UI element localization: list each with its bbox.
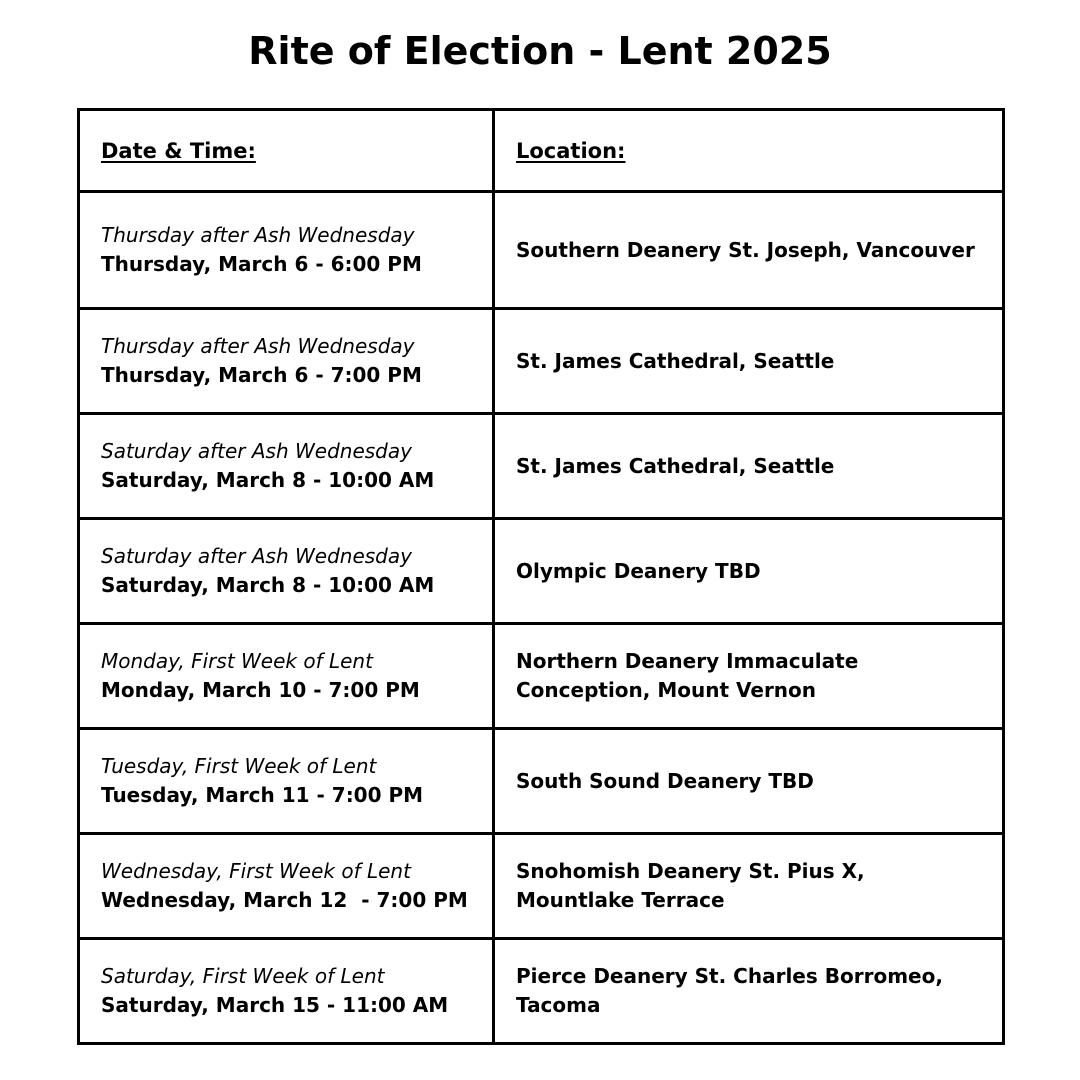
date-cell <box>79 834 494 939</box>
location-cell <box>494 624 1004 729</box>
occasion-text: Saturday after Ash Wednesday <box>101 544 412 568</box>
datetime-text: Monday, March 10 - 7:00 PM <box>101 678 420 702</box>
datetime-text: Tuesday, March 11 - 7:00 PM <box>101 783 424 807</box>
date-cell <box>79 414 494 519</box>
occasion-text: Thursday after Ash Wednesday <box>101 334 415 358</box>
location-text: St. James Cathedral, Seattle <box>516 453 835 478</box>
occasion-text: Saturday, First Week of Lent <box>101 964 385 988</box>
location-text: Olympic Deanery TBD <box>516 558 761 583</box>
location-text: St. James Cathedral, Seattle <box>516 348 835 373</box>
table-row <box>79 414 1004 519</box>
location-text: Snohomish Deanery St. Pius X, Mountlake Terrace <box>516 859 865 912</box>
occasion-text: Wednesday, First Week of Lent <box>101 859 411 883</box>
location-cell <box>494 309 1004 414</box>
datetime-text: Saturday, March 15 - 11:00 AM <box>101 993 449 1017</box>
table-row <box>79 192 1004 309</box>
table-row <box>79 309 1004 414</box>
date-time-header: Date & Time: <box>79 110 494 192</box>
location-cell <box>494 939 1004 1044</box>
table-header-row <box>79 110 1004 192</box>
date-cell <box>79 309 494 414</box>
datetime-text: Thursday, March 6 - 7:00 PM <box>101 363 422 387</box>
location-text: Pierce Deanery St. Charles Borromeo, Tacoma <box>516 964 943 1017</box>
location-text: Northern Deanery Immaculate Conception, Mount Vernon <box>516 649 859 702</box>
location-text: South Sound Deanery TBD <box>516 768 814 793</box>
location-cell <box>494 192 1004 309</box>
date-cell <box>79 939 494 1044</box>
date-cell <box>79 624 494 729</box>
datetime-text: Saturday, March 8 - 10:00 AM <box>101 468 435 492</box>
datetime-text: Wednesday, March 12 - 7:00 PM <box>101 888 468 912</box>
datetime-text: Saturday, March 8 - 10:00 AM <box>101 573 435 597</box>
occasion-text: Monday, First Week of Lent <box>101 649 373 673</box>
table-row <box>79 939 1004 1044</box>
date-cell <box>79 729 494 834</box>
date-cell <box>79 519 494 624</box>
occasion-text: Tuesday, First Week of Lent <box>101 754 377 778</box>
table-row <box>79 519 1004 624</box>
table-row <box>79 624 1004 729</box>
schedule-table <box>77 108 1005 1045</box>
table-row <box>79 834 1004 939</box>
location-cell <box>494 519 1004 624</box>
location-text: Southern Deanery St. Joseph, Vancouver <box>516 237 975 262</box>
datetime-text: Thursday, March 6 - 6:00 PM <box>101 252 422 276</box>
location-cell <box>494 834 1004 939</box>
occasion-text: Thursday after Ash Wednesday <box>101 223 415 247</box>
location-cell <box>494 414 1004 519</box>
table-row <box>79 729 1004 834</box>
location-header: Location: <box>494 110 1004 192</box>
occasion-text: Saturday after Ash Wednesday <box>101 439 412 463</box>
date-cell <box>79 192 494 309</box>
page-title: Rite of Election - Lent 2025 <box>248 29 832 73</box>
location-cell <box>494 729 1004 834</box>
